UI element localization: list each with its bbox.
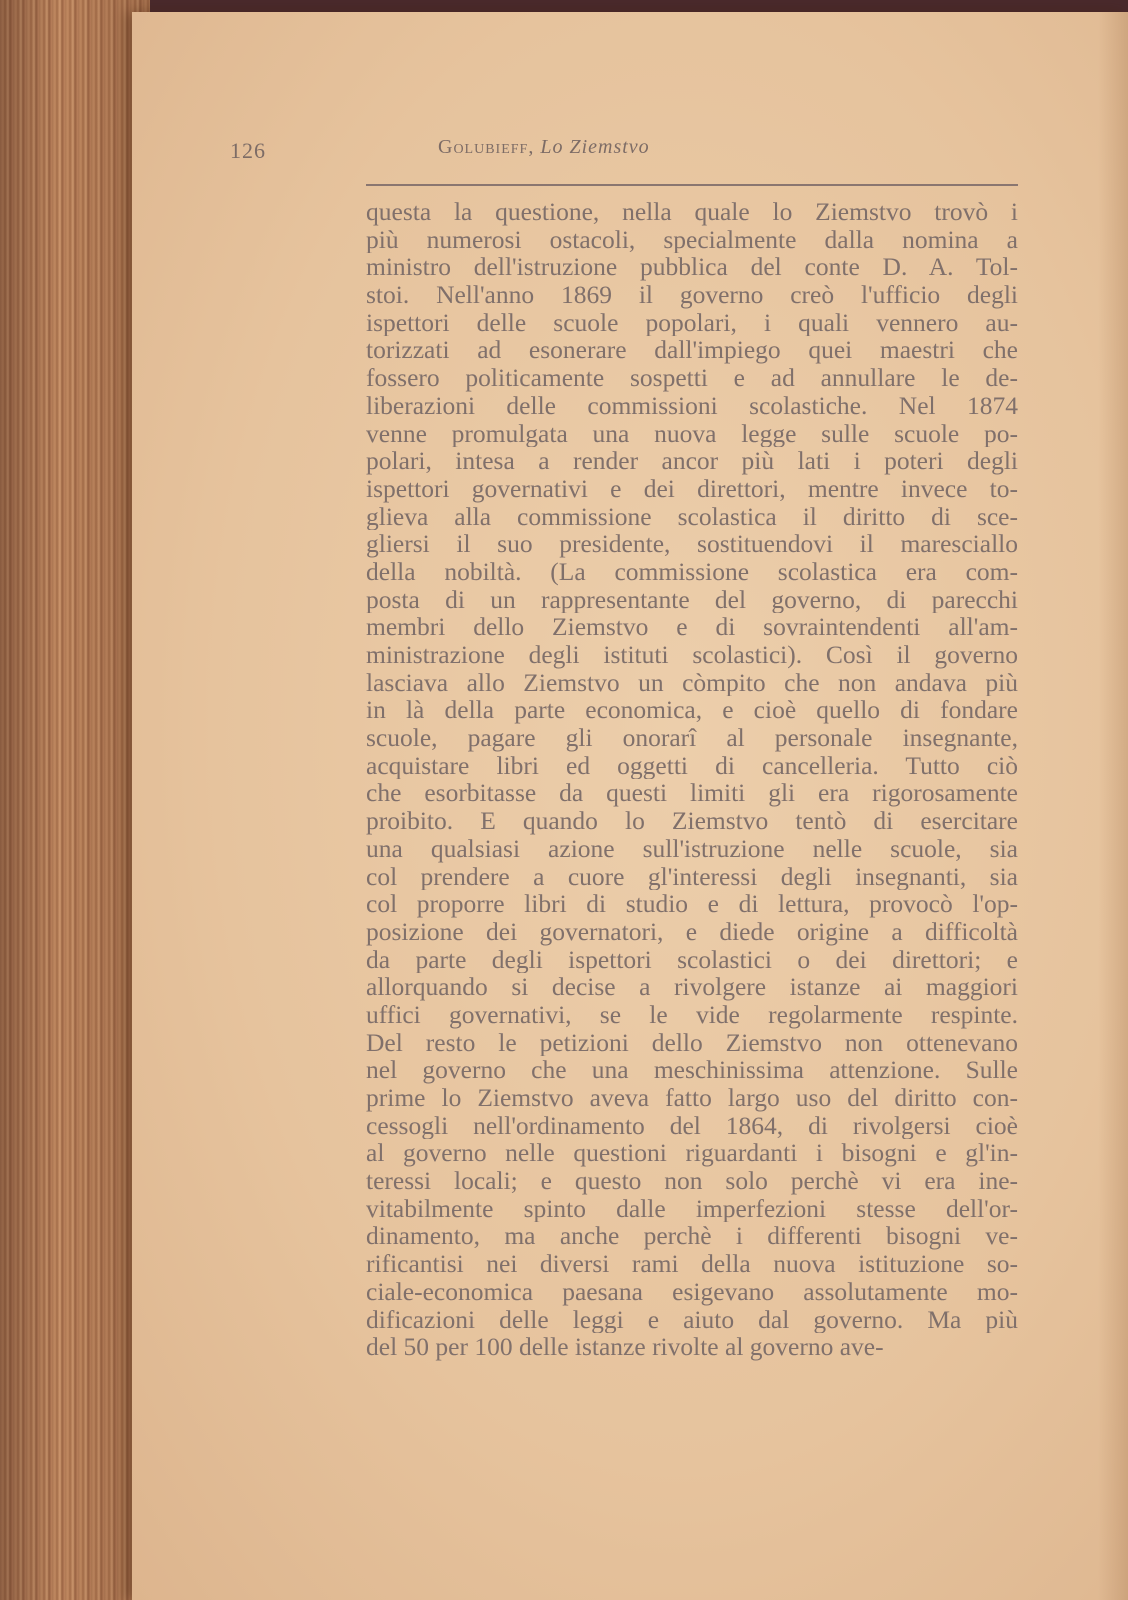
text-line: ispettori delle scuole popolari, i quali vennero au- — [366, 308, 1018, 337]
work-title: Lo Ziemstvo — [540, 136, 650, 158]
text-line: dinamento, ma anche perchè i differenti bisogni ve- — [366, 1222, 1018, 1251]
page-number: 126 — [230, 138, 266, 163]
text-line: della nobiltà. (La commissione scolastica era com- — [366, 557, 1018, 586]
text-line: ispettori governativi e dei direttori, mentre invece to- — [366, 474, 1018, 503]
running-header — [230, 120, 990, 170]
text-line: teressi locali; e questo non solo perchè vi era ine- — [366, 1167, 1018, 1195]
body-text — [366, 198, 1018, 1361]
text-line: posta di un rappresentante del governo, di parecchi — [366, 585, 1018, 614]
text-line: proibito. E quando lo Ziemstvo tentò di esercitare — [366, 807, 1018, 835]
text-line: col proporre libri di studio e di lettura, provocò l'op- — [366, 890, 1018, 918]
text-line: una qualsiasi azione sull'istruzione nelle scuole, sia — [366, 834, 1018, 863]
text-line: ciale-economica paesana esigevano assolutamente mo- — [366, 1277, 1018, 1306]
text-line: gliersi il suo presidente, sostituendovi il maresciallo — [366, 530, 1018, 558]
text-line: che esorbitasse da questi limiti gli era rigorosamente — [366, 779, 1018, 808]
text-line: lasciava allo Ziemstvo un còmpito che non andava più — [366, 668, 1018, 697]
text-line: posizione dei governatori, e diede origine a difficoltà — [366, 917, 1018, 946]
text-line: stoi. Nell'anno 1869 il governo creò l'ufficio degli — [366, 281, 1018, 309]
page-shadow — [1098, 12, 1128, 1600]
text-line: venne promulgata una nuova legge sulle scuole po- — [366, 419, 1018, 448]
text-line: fossero politicamente sospetti e ad annullare le de- — [366, 364, 1018, 392]
text-line: questa la questione, nella quale lo Ziemstvo trovò i — [366, 198, 1018, 226]
text-line: del 50 per 100 delle istanze rivolte al governo ave- — [366, 1333, 884, 1361]
text-line: cessogli nell'ordinamento del 1864, di rivolgersi cioè — [366, 1111, 1018, 1140]
text-line: col prendere a cuore gl'interessi degli insegnanti, sia — [366, 862, 1018, 891]
text-line: rificantisi nei diversi rami della nuova istituzione so- — [366, 1250, 1018, 1278]
text-line: polari, intesa a render ancor più lati i poteri degli — [366, 447, 1018, 475]
text-line: al governo nelle questioni riguardanti i bisogni e gl'in- — [366, 1139, 1018, 1168]
text-line: membri dello Ziemstvo e di sovraintendenti all'am- — [366, 613, 1018, 641]
text-line: acquistare libri ed oggetti di cancelleria. Tutto ciò — [366, 751, 1018, 780]
text-line: da parte degli ispettori scolastici o dei direttori; e — [366, 945, 1018, 974]
text-line: prime lo Ziemstvo aveva fatto largo uso del diritto con- — [366, 1084, 1018, 1112]
text-line: ministrazione degli istituti scolastici). Così il governo — [366, 641, 1018, 669]
text-line: allorquando si decise a rivolgere istanze ai maggiori — [366, 973, 1018, 1001]
running-title — [438, 136, 650, 159]
text-line: nel governo che una meschinissima attenzione. Sulle — [366, 1056, 1018, 1084]
text-line: scuole, pagare gli onorarî al personale insegnante, — [366, 724, 1018, 752]
text-line: liberazioni delle commissioni scolastiche. Nel 1874 — [366, 391, 1018, 420]
text-line: più numerosi ostacoli, specialmente dalla nomina a — [366, 225, 1018, 254]
text-line: Del resto le petizioni dello Ziemstvo non ottenevano — [366, 1028, 1018, 1057]
text-line: torizzati ad esonerare dall'impiego quei maestri che — [366, 336, 1018, 365]
text-line: vitabilmente spinto dalle imperfezioni stesse dell'or- — [366, 1194, 1018, 1223]
text-line: in là della parte economica, e cioè quello di fondare — [366, 696, 1018, 725]
text-line: uffici governativi, se le vide regolarmente respinte. — [366, 1000, 1018, 1029]
text-line: dificazioni delle leggi e aiuto dal governo. Ma più — [366, 1305, 1018, 1334]
author-name: Golubieff, — [438, 136, 535, 158]
header-rule — [366, 184, 1018, 186]
text-line: ministro dell'istruzione pubblica del conte D. A. Tol- — [366, 253, 1018, 282]
text-line: glieva alla commissione scolastica il diritto di sce- — [366, 502, 1018, 531]
book-page-edges — [0, 0, 150, 1600]
